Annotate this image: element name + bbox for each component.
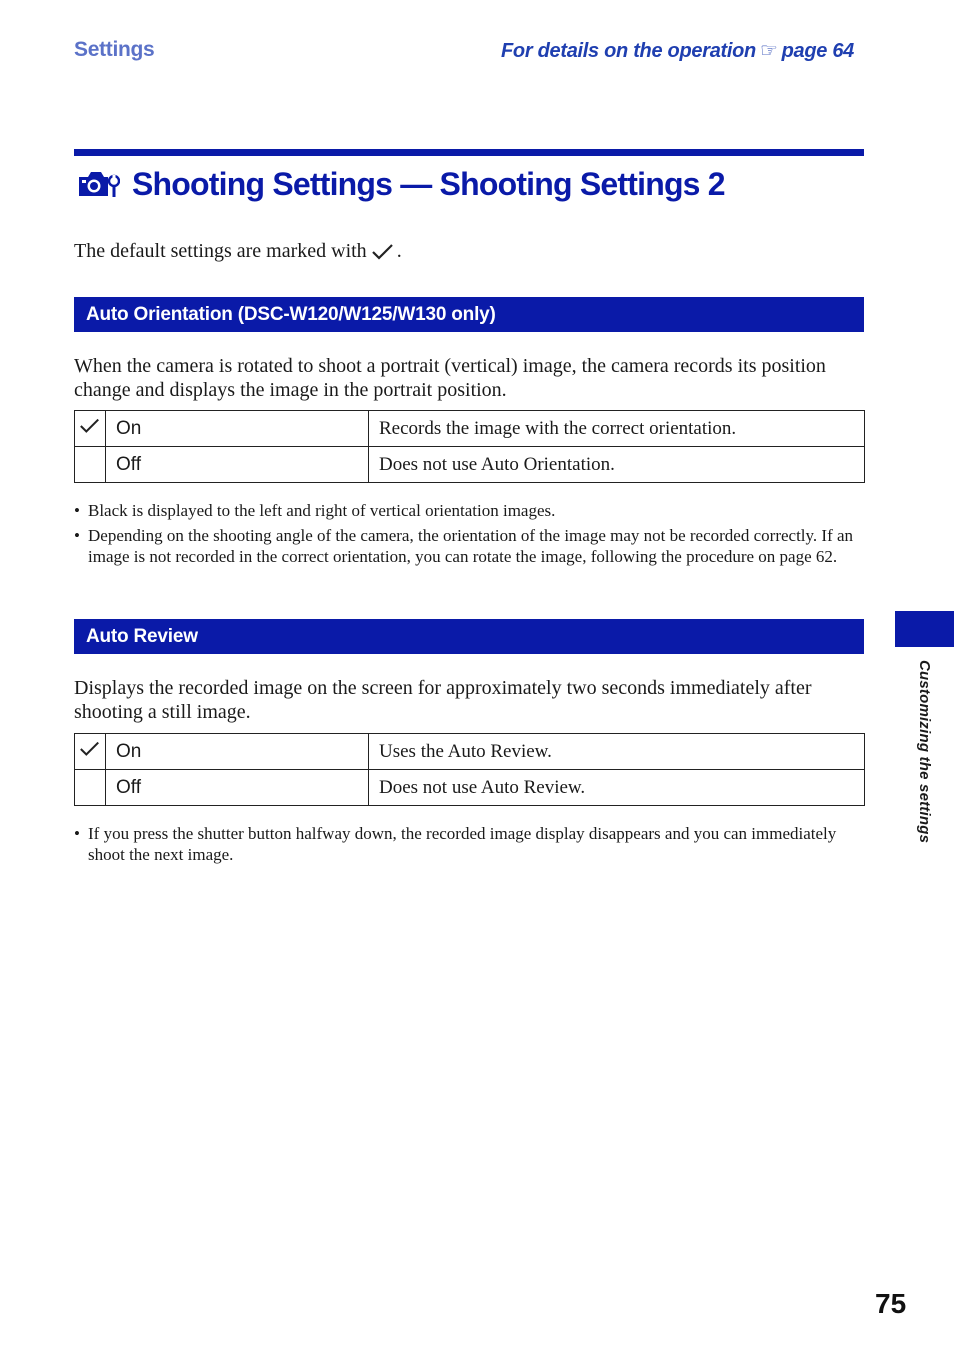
page-number: 75 xyxy=(875,1288,907,1319)
note-item: • If you press the shutter button halfway down, the recorded image display disappears and you can immediately shoot the next image. xyxy=(74,823,864,865)
option-description: Does not use Auto Review. xyxy=(369,770,865,806)
option-row-off[interactable] xyxy=(75,770,865,806)
option-description: Does not use Auto Orientation. xyxy=(369,447,865,483)
auto-orientation-notes xyxy=(74,500,864,571)
empty-check-cell xyxy=(75,447,106,483)
checkmark-icon xyxy=(371,243,395,261)
details-page-link[interactable]: page 64 xyxy=(781,40,854,62)
details-prefix: For details on the operation xyxy=(501,40,756,62)
default-marker-note xyxy=(74,240,402,263)
page-title-row xyxy=(76,164,725,204)
option-row-on[interactable] xyxy=(75,734,865,770)
option-name: Off xyxy=(106,447,369,483)
option-name: On xyxy=(106,411,369,447)
option-description: Uses the Auto Review. xyxy=(369,734,865,770)
page-title: Shooting Settings — Shooting Settings 2 xyxy=(132,165,725,202)
empty-check-cell xyxy=(75,770,106,806)
camera-settings-icon xyxy=(76,169,120,199)
intro-period: . xyxy=(396,240,402,262)
note-item: • Depending on the shooting angle of the camera, the orientation of the image may not be recorded correctly. If an image is not recorded in the correct orientation, you can rotate the image, following the procedure on page 62. xyxy=(74,525,864,567)
default-check-cell xyxy=(75,734,106,770)
auto-review-description: Displays the recorded image on the screen for approximately two seconds immediately after shooting a still image. xyxy=(74,677,812,723)
pointing-hand-icon: ☞ xyxy=(759,40,778,62)
section-heading-auto-review: Auto Review xyxy=(74,619,864,654)
option-name: On xyxy=(106,734,369,770)
section-heading-auto-orientation: Auto Orientation (DSC-W120/W125/W130 only) xyxy=(74,297,864,332)
option-name: Off xyxy=(106,770,369,806)
note-item: • Black is displayed to the left and right of vertical orientation images. xyxy=(74,500,864,521)
option-row-off[interactable] xyxy=(75,447,865,483)
header-section-label: Settings xyxy=(74,38,155,61)
checkmark-icon xyxy=(79,417,101,435)
default-check-cell xyxy=(75,411,106,447)
auto-orientation-options-table xyxy=(74,410,865,483)
chapter-side-label: Customizing the settings xyxy=(916,660,933,844)
auto-review-notes xyxy=(74,823,864,869)
header-details-reference[interactable] xyxy=(501,38,854,63)
option-description: Records the image with the correct orientation. xyxy=(369,411,865,447)
auto-orientation-description: When the camera is rotated to shoot a portrait (vertical) image, the camera records its position change and displays the image in the portrait position. xyxy=(74,355,826,401)
option-row-on[interactable] xyxy=(75,411,865,447)
auto-review-options-table xyxy=(74,733,865,806)
checkmark-icon xyxy=(79,740,101,758)
chapter-tab xyxy=(895,611,954,647)
title-rule xyxy=(74,149,864,156)
intro-text: The default settings are marked with xyxy=(74,240,367,262)
